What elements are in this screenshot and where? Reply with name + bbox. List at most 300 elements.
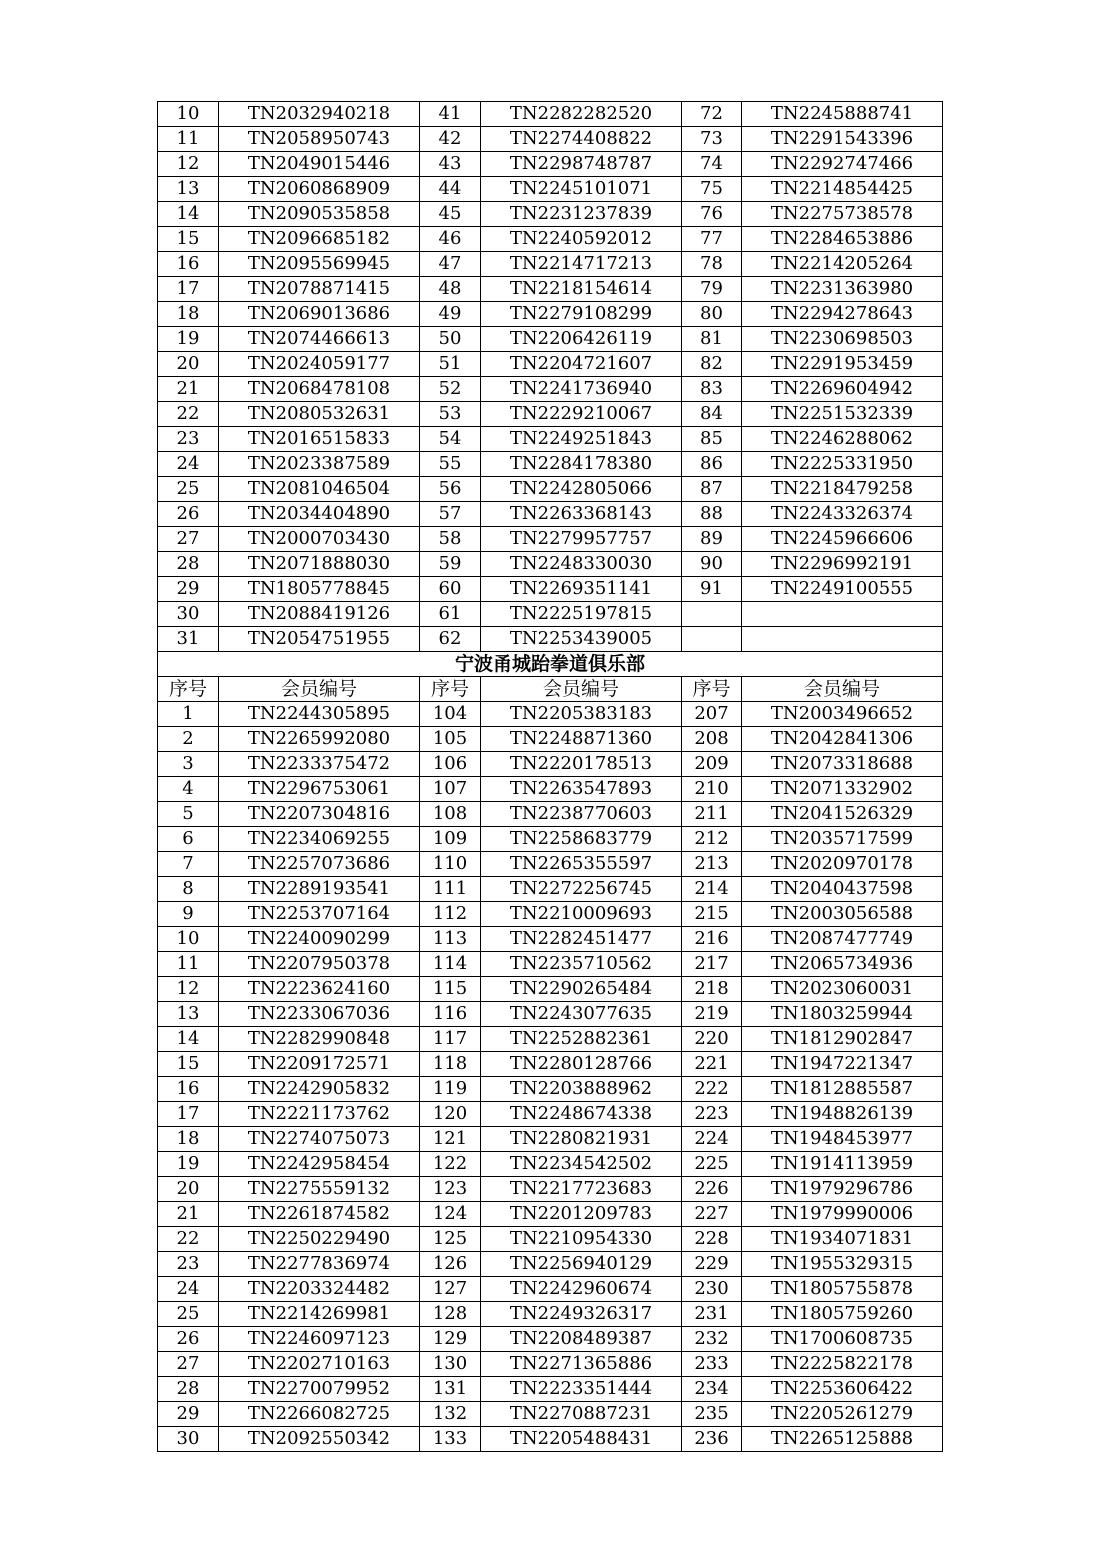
member-id-cell: TN2234069255: [219, 827, 420, 852]
member-id-cell: TN2003056588: [742, 902, 943, 927]
index-cell: 87: [682, 477, 742, 502]
table-row: [158, 627, 943, 652]
member-id-cell: TN1805755878: [742, 1277, 943, 1302]
table-row: [158, 452, 943, 477]
member-id-cell: TN2270079952: [219, 1377, 420, 1402]
table-row: [158, 202, 943, 227]
index-cell: 60: [420, 577, 481, 602]
index-cell: 23: [158, 1252, 219, 1277]
member-id-cell: TN2256940129: [481, 1252, 682, 1277]
member-id-cell: TN2060868909: [219, 177, 420, 202]
index-cell: 233: [682, 1352, 742, 1377]
member-id-cell: TN2240090299: [219, 927, 420, 952]
table-row: [158, 1152, 943, 1177]
index-cell: 27: [158, 527, 219, 552]
member-id-cell: TN2087477749: [742, 927, 943, 952]
member-id-cell: TN2230698503: [742, 327, 943, 352]
index-cell: 212: [682, 827, 742, 852]
index-cell: 10: [158, 102, 219, 127]
table-row: [158, 277, 943, 302]
index-cell: 236: [682, 1427, 742, 1452]
table-row: [158, 127, 943, 152]
member-id-cell: TN2253707164: [219, 902, 420, 927]
table-row: [158, 502, 943, 527]
index-cell: 217: [682, 952, 742, 977]
index-cell: 4: [158, 777, 219, 802]
member-id-cell: TN2202710163: [219, 1352, 420, 1377]
index-cell: 80: [682, 302, 742, 327]
member-id-cell: TN2231237839: [481, 202, 682, 227]
index-cell: 24: [158, 1277, 219, 1302]
index-cell: 116: [420, 1002, 481, 1027]
member-id-cell: TN2263547893: [481, 777, 682, 802]
index-cell: 51: [420, 352, 481, 377]
table-row: [158, 852, 943, 877]
member-id-cell: TN2214854425: [742, 177, 943, 202]
index-cell: 82: [682, 352, 742, 377]
member-id-cell: TN2251532339: [742, 402, 943, 427]
index-cell: 106: [420, 752, 481, 777]
index-cell: 129: [420, 1327, 481, 1352]
table-row: [158, 227, 943, 252]
member-id-cell: TN2245101071: [481, 177, 682, 202]
index-cell: 90: [682, 552, 742, 577]
member-id-cell: TN1979296786: [742, 1177, 943, 1202]
table-row: [158, 1002, 943, 1027]
index-cell: 58: [420, 527, 481, 552]
member-id-cell: TN2218154614: [481, 277, 682, 302]
member-id-cell: TN1955329315: [742, 1252, 943, 1277]
index-cell: 16: [158, 252, 219, 277]
member-id-cell: TN2274075073: [219, 1127, 420, 1152]
member-id-cell: TN2229210067: [481, 402, 682, 427]
index-cell: 229: [682, 1252, 742, 1277]
member-id-cell: TN2088419126: [219, 602, 420, 627]
index-cell: 118: [420, 1052, 481, 1077]
member-id-cell: TN2253606422: [742, 1377, 943, 1402]
member-id-cell: TN2078871415: [219, 277, 420, 302]
index-cell: 112: [420, 902, 481, 927]
member-id-cell: TN2220178513: [481, 752, 682, 777]
index-cell: 224: [682, 1127, 742, 1152]
index-cell: 85: [682, 427, 742, 452]
index-cell: 18: [158, 302, 219, 327]
member-id-cell: TN2242960674: [481, 1277, 682, 1302]
member-id-cell: TN2225197815: [481, 602, 682, 627]
member-id-cell: TN1805778845: [219, 577, 420, 602]
header-member-id: 会员编号: [742, 677, 943, 702]
table-row: [158, 902, 943, 927]
header-index: 序号: [682, 677, 742, 702]
member-id-cell: TN2272256745: [481, 877, 682, 902]
table-row: [158, 1427, 943, 1452]
table-row: [158, 702, 943, 727]
index-cell: 211: [682, 802, 742, 827]
index-cell: 89: [682, 527, 742, 552]
member-id-cell: TN2016515833: [219, 427, 420, 452]
index-cell: 218: [682, 977, 742, 1002]
index-cell: 230: [682, 1277, 742, 1302]
member-id-cell: TN2065734936: [742, 952, 943, 977]
index-cell: 30: [158, 1427, 219, 1452]
member-id-cell: TN2235710562: [481, 952, 682, 977]
table-row: [158, 952, 943, 977]
member-id-cell: [742, 627, 943, 652]
table-row: [158, 1202, 943, 1227]
member-id-cell: TN2275559132: [219, 1177, 420, 1202]
index-cell: 17: [158, 1102, 219, 1127]
member-id-cell: TN2000703430: [219, 527, 420, 552]
member-id-cell: TN2280128766: [481, 1052, 682, 1077]
index-cell: 8: [158, 877, 219, 902]
index-cell: 232: [682, 1327, 742, 1352]
member-id-cell: TN2090535858: [219, 202, 420, 227]
index-cell: 119: [420, 1077, 481, 1102]
member-id-cell: TN2205261279: [742, 1402, 943, 1427]
member-id-cell: TN2291543396: [742, 127, 943, 152]
index-cell: [682, 627, 742, 652]
member-id-cell: TN2214717213: [481, 252, 682, 277]
table-row: [158, 252, 943, 277]
index-cell: 132: [420, 1402, 481, 1427]
index-cell: 235: [682, 1402, 742, 1427]
member-id-cell: TN2081046504: [219, 477, 420, 502]
member-id-cell: TN1947221347: [742, 1052, 943, 1077]
member-id-cell: TN2068478108: [219, 377, 420, 402]
table-row: [158, 402, 943, 427]
index-cell: 223: [682, 1102, 742, 1127]
index-cell: 15: [158, 227, 219, 252]
index-cell: 72: [682, 102, 742, 127]
index-cell: 108: [420, 802, 481, 827]
member-id-cell: TN2234542502: [481, 1152, 682, 1177]
member-id-cell: TN2263368143: [481, 502, 682, 527]
table-row: [158, 477, 943, 502]
member-id-cell: TN2058950743: [219, 127, 420, 152]
top-section-body: [158, 102, 943, 652]
index-cell: 133: [420, 1427, 481, 1452]
index-cell: 29: [158, 577, 219, 602]
member-id-cell: TN2074466613: [219, 327, 420, 352]
member-id-cell: TN2298748787: [481, 152, 682, 177]
table-row: [158, 827, 943, 852]
index-cell: 220: [682, 1027, 742, 1052]
index-cell: 6: [158, 827, 219, 852]
member-id-cell: TN2204721607: [481, 352, 682, 377]
index-cell: 24: [158, 452, 219, 477]
index-cell: 113: [420, 927, 481, 952]
member-id-cell: TN2248871360: [481, 727, 682, 752]
index-cell: 74: [682, 152, 742, 177]
member-id-cell: TN2242905832: [219, 1077, 420, 1102]
member-id-cell: TN2003496652: [742, 702, 943, 727]
member-id-cell: TN2243326374: [742, 502, 943, 527]
table-row: [158, 727, 943, 752]
table-row: [158, 1077, 943, 1102]
table-row: [158, 577, 943, 602]
table-row: [158, 552, 943, 577]
table-row: [158, 302, 943, 327]
member-id-cell: TN2218479258: [742, 477, 943, 502]
index-cell: 105: [420, 727, 481, 752]
member-id-cell: TN2217723683: [481, 1177, 682, 1202]
index-cell: 214: [682, 877, 742, 902]
member-id-cell: TN2225331950: [742, 452, 943, 477]
index-cell: 213: [682, 852, 742, 877]
member-id-cell: TN2071888030: [219, 552, 420, 577]
index-cell: 11: [158, 952, 219, 977]
member-id-cell: TN2205383183: [481, 702, 682, 727]
member-id-cell: TN2041526329: [742, 802, 943, 827]
member-id-cell: TN2241736940: [481, 377, 682, 402]
index-cell: 227: [682, 1202, 742, 1227]
index-cell: 115: [420, 977, 481, 1002]
index-cell: 14: [158, 202, 219, 227]
member-id-cell: TN2275738578: [742, 202, 943, 227]
member-id-cell: TN2271365886: [481, 1352, 682, 1377]
member-id-cell: TN2209172571: [219, 1052, 420, 1077]
table-row: [158, 602, 943, 627]
index-cell: 207: [682, 702, 742, 727]
index-cell: 31: [158, 627, 219, 652]
table-row: [158, 152, 943, 177]
index-cell: 83: [682, 377, 742, 402]
index-cell: 59: [420, 552, 481, 577]
index-cell: 28: [158, 1377, 219, 1402]
index-cell: 55: [420, 452, 481, 477]
member-id-cell: TN2282990848: [219, 1027, 420, 1052]
index-cell: 86: [682, 452, 742, 477]
index-cell: 88: [682, 502, 742, 527]
index-cell: 42: [420, 127, 481, 152]
index-cell: 25: [158, 1302, 219, 1327]
index-cell: 222: [682, 1077, 742, 1102]
member-id-cell: [742, 602, 943, 627]
index-cell: 22: [158, 402, 219, 427]
member-id-cell: TN2277836974: [219, 1252, 420, 1277]
header-member-id: 会员编号: [219, 677, 420, 702]
index-cell: 49: [420, 302, 481, 327]
index-cell: 127: [420, 1277, 481, 1302]
member-id-cell: TN2205488431: [481, 1427, 682, 1452]
member-id-cell: TN2249326317: [481, 1302, 682, 1327]
member-id-cell: TN2092550342: [219, 1427, 420, 1452]
member-id-cell: TN2291953459: [742, 352, 943, 377]
table-row: [158, 1277, 943, 1302]
index-cell: 28: [158, 552, 219, 577]
table-row: [158, 1352, 943, 1377]
member-id-cell: TN1914113959: [742, 1152, 943, 1177]
member-id-cell: TN2249251843: [481, 427, 682, 452]
index-cell: 84: [682, 402, 742, 427]
index-cell: 117: [420, 1027, 481, 1052]
member-id-cell: TN2225822178: [742, 1352, 943, 1377]
index-cell: 14: [158, 1027, 219, 1052]
member-id-cell: TN2248330030: [481, 552, 682, 577]
index-cell: 128: [420, 1302, 481, 1327]
index-cell: 209: [682, 752, 742, 777]
member-id-cell: TN2269351141: [481, 577, 682, 602]
index-cell: 19: [158, 1152, 219, 1177]
index-cell: 62: [420, 627, 481, 652]
member-id-cell: TN2296753061: [219, 777, 420, 802]
table-row: [158, 1327, 943, 1352]
member-id-cell: TN2282282520: [481, 102, 682, 127]
member-id-cell: TN2206426119: [481, 327, 682, 352]
index-cell: 52: [420, 377, 481, 402]
member-id-cell: TN2238770603: [481, 802, 682, 827]
index-cell: 13: [158, 177, 219, 202]
table-row: [158, 102, 943, 127]
member-id-cell: TN2289193541: [219, 877, 420, 902]
member-id-cell: TN2253439005: [481, 627, 682, 652]
index-cell: 107: [420, 777, 481, 802]
index-cell: 44: [420, 177, 481, 202]
header-index: 序号: [420, 677, 481, 702]
table-row: [158, 752, 943, 777]
member-id-cell: TN2249100555: [742, 577, 943, 602]
member-id-cell: TN2024059177: [219, 352, 420, 377]
member-id-cell: TN2261874582: [219, 1202, 420, 1227]
index-cell: 26: [158, 1327, 219, 1352]
member-id-cell: TN2233067036: [219, 1002, 420, 1027]
member-id-cell: TN2265355597: [481, 852, 682, 877]
member-id-cell: TN2265125888: [742, 1427, 943, 1452]
index-cell: 9: [158, 902, 219, 927]
table-row: [158, 927, 943, 952]
index-cell: 215: [682, 902, 742, 927]
member-id-cell: TN1948453977: [742, 1127, 943, 1152]
table-row: [158, 1227, 943, 1252]
member-id-cell: TN2274408822: [481, 127, 682, 152]
index-cell: 50: [420, 327, 481, 352]
member-id-cell: TN2246097123: [219, 1327, 420, 1352]
member-id-cell: TN2248674338: [481, 1102, 682, 1127]
index-cell: 126: [420, 1252, 481, 1277]
index-cell: 121: [420, 1127, 481, 1152]
member-id-cell: TN2020970178: [742, 852, 943, 877]
member-id-cell: TN2296992191: [742, 552, 943, 577]
member-id-cell: TN2244305895: [219, 702, 420, 727]
member-id-cell: TN2284178380: [481, 452, 682, 477]
index-cell: 7: [158, 852, 219, 877]
member-id-cell: TN2096685182: [219, 227, 420, 252]
index-cell: 56: [420, 477, 481, 502]
member-id-cell: TN2270887231: [481, 1402, 682, 1427]
index-cell: 61: [420, 602, 481, 627]
index-cell: 208: [682, 727, 742, 752]
index-cell: 47: [420, 252, 481, 277]
member-id-cell: TN2034404890: [219, 502, 420, 527]
table-row: [158, 1177, 943, 1202]
member-id-cell: TN2243077635: [481, 1002, 682, 1027]
member-id-cell: TN2282451477: [481, 927, 682, 952]
index-cell: 53: [420, 402, 481, 427]
index-cell: 41: [420, 102, 481, 127]
index-cell: 46: [420, 227, 481, 252]
index-cell: 114: [420, 952, 481, 977]
member-id-cell: TN2223624160: [219, 977, 420, 1002]
index-cell: 30: [158, 602, 219, 627]
table-row: [158, 427, 943, 452]
member-id-cell: TN2246288062: [742, 427, 943, 452]
member-id-cell: TN2069013686: [219, 302, 420, 327]
index-cell: 109: [420, 827, 481, 852]
member-id-cell: TN2080532631: [219, 402, 420, 427]
member-id-cell: TN2252882361: [481, 1027, 682, 1052]
member-id-cell: TN2223351444: [481, 1377, 682, 1402]
table-row: [158, 177, 943, 202]
table-row: [158, 327, 943, 352]
club-title-row: [158, 652, 943, 677]
member-id-cell: TN2280821931: [481, 1127, 682, 1152]
member-id-cell: TN1700608735: [742, 1327, 943, 1352]
index-cell: 21: [158, 377, 219, 402]
member-table: [157, 101, 943, 1452]
index-cell: 210: [682, 777, 742, 802]
index-cell: 73: [682, 127, 742, 152]
member-id-cell: TN2023387589: [219, 452, 420, 477]
index-cell: 2: [158, 727, 219, 752]
index-cell: 26: [158, 502, 219, 527]
member-id-cell: TN2210009693: [481, 902, 682, 927]
table-row: [158, 877, 943, 902]
member-id-cell: TN2095569945: [219, 252, 420, 277]
member-id-cell: TN2201209783: [481, 1202, 682, 1227]
member-id-cell: TN2214205264: [742, 252, 943, 277]
member-id-cell: TN2203324482: [219, 1277, 420, 1302]
table-row: [158, 1027, 943, 1052]
member-id-cell: TN1934071831: [742, 1227, 943, 1252]
member-id-cell: TN2210954330: [481, 1227, 682, 1252]
member-id-cell: TN2292747466: [742, 152, 943, 177]
member-id-cell: TN2245966606: [742, 527, 943, 552]
member-id-cell: TN1812885587: [742, 1077, 943, 1102]
member-id-cell: TN2279108299: [481, 302, 682, 327]
index-cell: 57: [420, 502, 481, 527]
index-cell: 110: [420, 852, 481, 877]
index-cell: 3: [158, 752, 219, 777]
member-id-cell: TN2290265484: [481, 977, 682, 1002]
index-cell: 15: [158, 1052, 219, 1077]
index-cell: 48: [420, 277, 481, 302]
index-cell: 43: [420, 152, 481, 177]
index-cell: 13: [158, 1002, 219, 1027]
member-id-cell: TN2240592012: [481, 227, 682, 252]
index-cell: 20: [158, 1177, 219, 1202]
header-row: [158, 677, 943, 702]
member-id-cell: TN2257073686: [219, 852, 420, 877]
member-id-cell: TN2214269981: [219, 1302, 420, 1327]
index-cell: 130: [420, 1352, 481, 1377]
header-index: 序号: [158, 677, 219, 702]
table-row: [158, 1377, 943, 1402]
member-id-cell: TN2265992080: [219, 727, 420, 752]
member-id-cell: TN2208489387: [481, 1327, 682, 1352]
index-cell: 77: [682, 227, 742, 252]
table-row: [158, 977, 943, 1002]
index-cell: 25: [158, 477, 219, 502]
index-cell: 216: [682, 927, 742, 952]
table-row: [158, 777, 943, 802]
member-id-cell: TN2242805066: [481, 477, 682, 502]
index-cell: 79: [682, 277, 742, 302]
table-row: [158, 1052, 943, 1077]
index-cell: 5: [158, 802, 219, 827]
index-cell: 17: [158, 277, 219, 302]
index-cell: 18: [158, 1127, 219, 1152]
member-id-cell: TN2203888962: [481, 1077, 682, 1102]
